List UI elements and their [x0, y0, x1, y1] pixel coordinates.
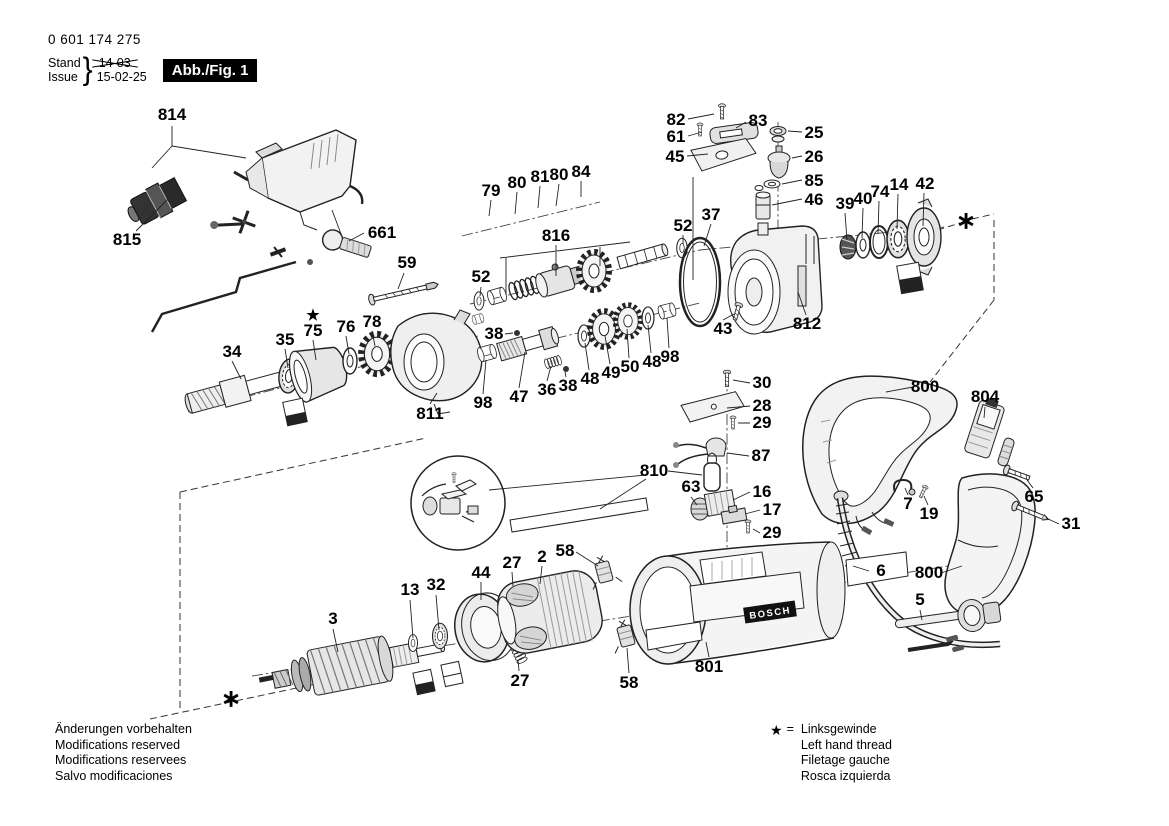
part-callout-29: 29 [762, 523, 782, 542]
part-callout-81: 81 [530, 167, 550, 186]
part-callout-810: 810 [639, 461, 669, 480]
note-line: Salvo modificaciones [55, 768, 173, 783]
issue-date: 15-02-25 [96, 70, 147, 84]
part-callout-38: 38 [558, 376, 578, 395]
part-callout-50: 50 [620, 357, 640, 376]
part-callout-63: 63 [681, 477, 701, 496]
part-callout-35: 35 [275, 330, 295, 349]
part-callout-98: 98 [660, 347, 680, 366]
sticker-square [897, 262, 924, 293]
part-callout-7: 7 [903, 494, 913, 513]
superseded-date: 14-03 [98, 55, 131, 70]
part-46-sketch [756, 192, 770, 235]
switch-knob-sketch [768, 146, 790, 178]
part-callout-49: 49 [601, 363, 621, 382]
part-callout-31: 31 [1061, 514, 1081, 533]
part-callout-34: 34 [222, 342, 242, 361]
legend-line: Left hand thread [800, 737, 892, 752]
part-callout-26: 26 [804, 147, 824, 166]
part-callout-84: 84 [571, 162, 591, 181]
slotted-nut-sketch [840, 235, 856, 259]
stand-label: Stand [48, 55, 81, 70]
o-ring-sketch [680, 238, 720, 326]
part-callout-801: 801 [694, 657, 724, 676]
pin-661-sketch [320, 227, 373, 261]
part-callout-800: 800 [910, 377, 940, 396]
sticker-square [441, 661, 463, 686]
part-callout-58: 58 [555, 541, 575, 560]
part-callout-28: 28 [752, 396, 772, 415]
note-line: Modifications reservees [55, 753, 187, 768]
issue-label: Issue [48, 70, 78, 84]
part-callout-39: 39 [835, 194, 855, 213]
cable-clamp-sketch [673, 438, 726, 468]
part-callout-2: 2 [537, 547, 547, 566]
part-callout-816: 816 [541, 226, 571, 245]
part-callout-75: 75 [303, 321, 323, 340]
thread-legend [770, 722, 892, 785]
long-screw-sketch [368, 279, 440, 306]
note-line: Modifications reserved [55, 737, 181, 752]
part-callout-61: 61 [666, 127, 686, 146]
part-callout-59: 59 [397, 253, 417, 272]
left-hand-thread-star: ★ [306, 307, 320, 324]
part-callout-80: 80 [507, 173, 527, 192]
washer-85-sketch [755, 180, 780, 191]
reference-asterisk: ∗ [220, 685, 242, 713]
part-number: 0 601 174 275 [48, 32, 141, 47]
part-callout-800: 800 [914, 563, 944, 582]
part-callout-79: 79 [481, 181, 501, 200]
part-callout-80: 80 [549, 165, 569, 184]
nut-25-sketch [770, 127, 786, 143]
part-callout-16: 16 [752, 482, 772, 501]
part-callout-47: 47 [509, 387, 529, 406]
gearcase-front-sketch [391, 310, 482, 414]
stator-sketch [492, 567, 606, 657]
part-callout-87: 87 [751, 446, 771, 465]
part-callout-29: 29 [752, 413, 772, 432]
gear-housing-sketch [728, 226, 822, 334]
part-callout-13: 13 [400, 580, 420, 599]
star-icon: ★ [770, 722, 783, 738]
part-callout-74: 74 [870, 182, 890, 201]
part-callout-14: 14 [889, 175, 909, 194]
part-callout-36: 36 [537, 380, 557, 399]
part-callout-40: 40 [853, 189, 873, 208]
sticker-square [283, 398, 308, 426]
legend-line: Linksgewinde [800, 722, 877, 736]
part-callout-27: 27 [510, 671, 530, 690]
part-callout-3: 3 [328, 609, 338, 628]
sleeve-75-sketch [285, 340, 352, 404]
chuck-sketch [122, 175, 188, 230]
part-callout-83: 83 [748, 111, 768, 130]
chuck-key-sketch [152, 200, 313, 332]
part-callout-30: 30 [752, 373, 772, 392]
part-callout-804: 804 [970, 387, 1000, 406]
part-callout-45: 45 [665, 147, 685, 166]
legend-line: Rosca izquierda [800, 768, 891, 783]
brand-logo: BOSCH [748, 605, 792, 622]
part-callout-48: 48 [642, 352, 662, 371]
part-callout-661: 661 [367, 223, 397, 242]
part-callout-17: 17 [762, 500, 782, 519]
label-strip-sketch [510, 498, 648, 532]
part-callout-44: 44 [471, 563, 491, 582]
part-callout-43: 43 [713, 319, 733, 338]
part-callout-812: 812 [792, 314, 822, 333]
part-callout-82: 82 [666, 110, 686, 129]
part-callout-46: 46 [804, 190, 824, 209]
part-callout-27: 27 [502, 553, 522, 572]
part-callout-19: 19 [919, 504, 939, 523]
handle-upper-sketch [803, 376, 957, 535]
legend-line: Filetage gauche [800, 753, 890, 768]
reference-asterisk: ∗ [955, 207, 977, 235]
part-callout-52: 52 [471, 267, 491, 286]
part-callout-85: 85 [804, 171, 824, 190]
part-callout-38: 38 [484, 324, 504, 343]
part-callout-58: 58 [619, 673, 639, 692]
part-callout-98: 98 [473, 393, 493, 412]
part-callout-6: 6 [876, 561, 886, 580]
part-callout-48: 48 [580, 369, 600, 388]
equals-sign: = [786, 722, 794, 736]
handle-lower-sketch [945, 474, 1035, 615]
figure-badge: Abb./Fig. 1 [163, 59, 258, 82]
part-callout-65: 65 [1024, 487, 1044, 506]
part-callout-37: 37 [701, 205, 721, 224]
part-callout-811: 811 [416, 404, 444, 423]
brace-glyph: } [82, 52, 93, 87]
part-callout-25: 25 [804, 123, 824, 142]
part-callout-815: 815 [112, 230, 142, 249]
part-callout-42: 42 [915, 174, 935, 193]
sticker-square [413, 669, 435, 694]
part-callout-76: 76 [336, 317, 356, 336]
drawing-header [48, 32, 257, 87]
part-callout-52: 52 [673, 216, 693, 235]
shaft-816-sketch [617, 243, 669, 268]
drill-overview-sketch [234, 130, 362, 230]
electronics-module-sketch [964, 396, 1007, 459]
modification-notes [55, 722, 192, 785]
motor-housing-sketch [630, 542, 908, 664]
part-callout-814: 814 [157, 105, 187, 124]
detail-inset-circle [411, 456, 505, 550]
part-callout-78: 78 [362, 312, 382, 331]
part-callout-32: 32 [426, 575, 446, 594]
note-line: Änderungen vorbehalten [55, 722, 192, 736]
part-callout-5: 5 [915, 590, 925, 609]
module-sleeve-sketch [997, 437, 1015, 467]
clutch-shaft-sketch [496, 326, 560, 362]
capacitor-sketch [704, 453, 720, 491]
